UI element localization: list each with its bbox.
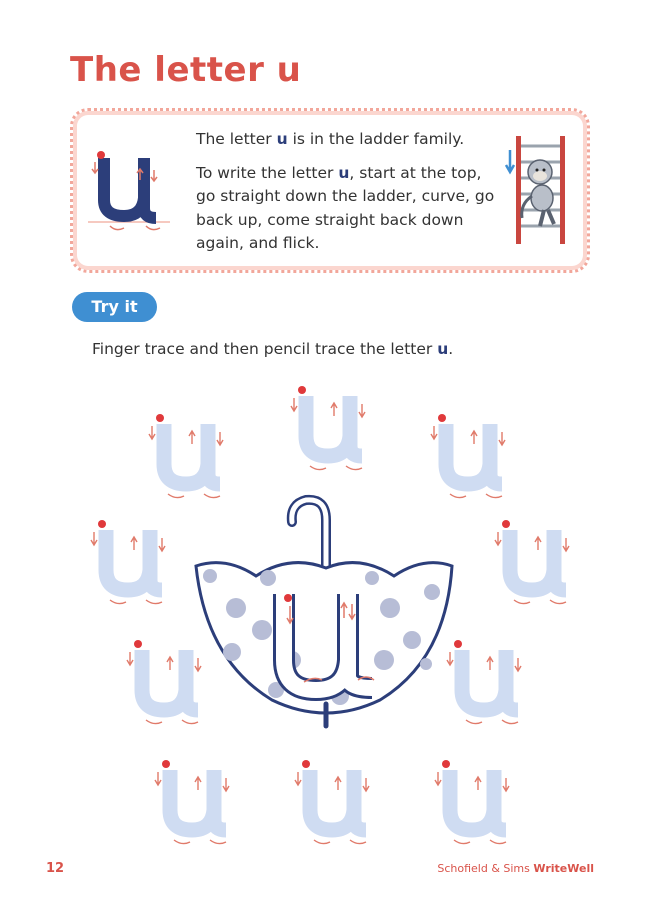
trace-letter-2 [291,386,365,470]
try-it-label: Try it [72,292,157,322]
page-number: 12 [46,861,65,876]
page-title: The letter u [70,50,302,90]
trace-letter-7 [447,640,521,724]
trace-letter-4 [91,520,165,604]
trace-letter-1 [149,414,223,498]
umbrella-tracing-icon [196,500,452,726]
trace-letter-10 [435,760,509,844]
trace-letter-8 [155,760,229,844]
instruction-text: Finger trace and then pencil trace the letter u. [92,340,454,358]
info-line-1: The letter u is in the ladder family. [196,130,465,148]
publisher-brand: Schofield & Sims WriteWell [437,862,594,875]
trace-letter-9 [295,760,369,844]
trace-letter-6 [127,640,201,724]
info-line-2: To write the letter u, start at the top, go straight down the ladder, curve, go back up, come straight back down again, and flick. [196,163,495,252]
trace-letter-3 [431,414,505,498]
trace-letter-5 [495,520,569,604]
